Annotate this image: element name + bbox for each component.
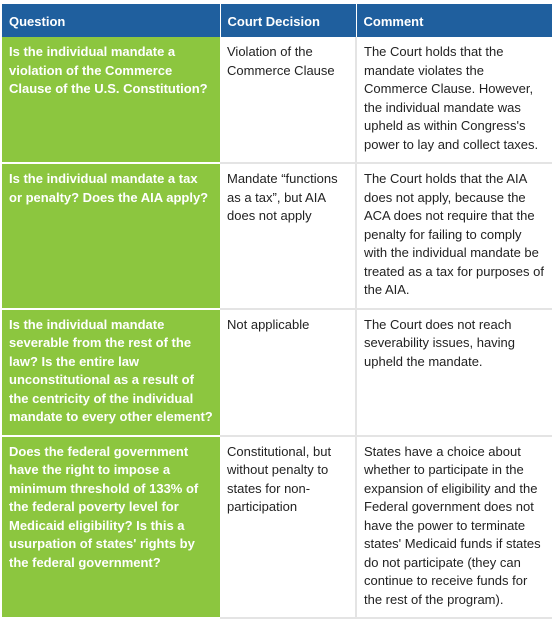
decision-cell: Violation of the Commerce Clause bbox=[220, 37, 356, 163]
table-row bbox=[2, 163, 552, 309]
question-cell: Is the individual mandate severable from the rest of the law? Is the entire law unconstitutional as a result of the centricity of the individual mandate to every other element? bbox=[2, 309, 220, 436]
header-comment: Comment bbox=[356, 4, 552, 37]
decision-cell: Mandate “functions as a tax”, but AIA does not apply bbox=[220, 163, 356, 309]
header-row bbox=[2, 4, 552, 37]
table-row bbox=[2, 309, 552, 436]
table-row bbox=[2, 37, 552, 163]
decision-cell: Constitutional, but without penalty to states for non-participation bbox=[220, 436, 356, 619]
question-cell: Is the individual mandate a tax or penalty? Does the AIA apply? bbox=[2, 163, 220, 309]
header-court-decision: Court Decision bbox=[220, 4, 356, 37]
ruling-table-container bbox=[2, 4, 552, 619]
comment-cell: The Court holds that the mandate violates the Commerce Clause. However, the individual mandate was upheld as within Congress's power to lay and collect taxes. bbox=[356, 37, 552, 163]
header-question: Question bbox=[2, 4, 220, 37]
question-cell: Is the individual mandate a violation of the Commerce Clause of the U.S. Constitution? bbox=[2, 37, 220, 163]
comment-cell: The Court holds that the AIA does not apply, because the ACA does not require that the penalty for failing to comply with the individual mandate be treated as a tax for purposes of the AIA. bbox=[356, 163, 552, 309]
question-cell: Does the federal government have the right to impose a minimum threshold of 133% of the federal poverty level for Medicaid eligibility? Is this a usurpation of states' rights by the federal government? bbox=[2, 436, 220, 619]
comment-cell: The Court does not reach severability issues, having upheld the mandate. bbox=[356, 309, 552, 436]
table-row bbox=[2, 436, 552, 619]
decision-cell: Not applicable bbox=[220, 309, 356, 436]
ruling-table bbox=[2, 4, 552, 619]
comment-cell: States have a choice about whether to participate in the expansion of eligibility and the Federal government does not have the power to terminate states' Medicaid funds if states do not participate (they can continue to receive funds for the rest of the program). bbox=[356, 436, 552, 619]
